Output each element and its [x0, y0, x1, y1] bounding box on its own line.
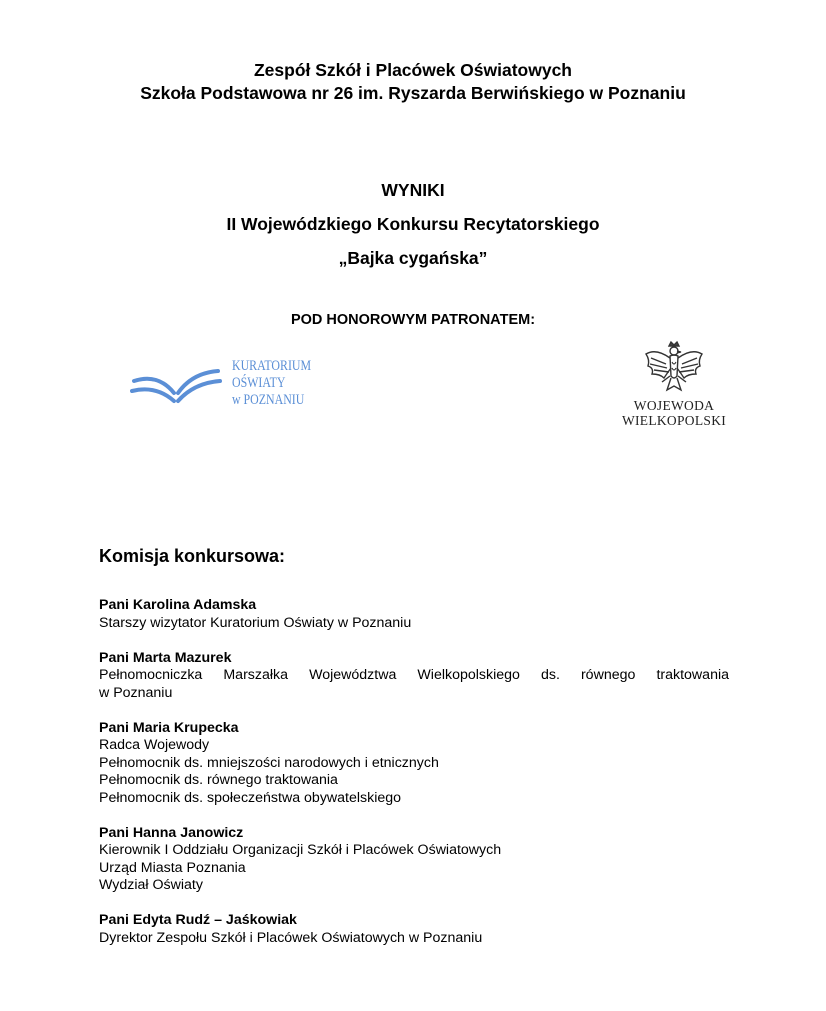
school-complex-name: Zespół Szkół i Placówek Oświatowych [253, 60, 573, 80]
member-name: Pani Hanna Janowicz [99, 824, 244, 841]
committee-members-list [99, 597, 729, 965]
school-name: Szkoła Podstawowa nr 26 im. Ryszarda Berwińskiego w Poznaniu [140, 83, 686, 103]
kuratorium-line-2: OŚWIATY [232, 375, 286, 391]
member-role: Pełnomocnik ds. mniejszości narodowych i etnicznych [99, 754, 439, 771]
member-role: Kierownik I Oddziału Organizacji Szkół i Placówek Oświatowych [99, 842, 502, 858]
member-name: Pani Marta Mazurek [99, 649, 232, 666]
member-role: w Poznaniu [99, 684, 173, 701]
kuratorium-logo [130, 355, 330, 415]
committee-member [99, 825, 729, 895]
committee-member [99, 650, 729, 703]
document-title [0, 178, 826, 280]
member-role: Pełnomocnik ds. społeczeństwa obywatelskiego [99, 789, 402, 806]
committee-heading: Komisja konkursowa: [99, 546, 286, 566]
wojewoda-logo [610, 340, 738, 440]
kuratorium-logo-text [232, 358, 311, 409]
member-name: Pani Edyta Rudź – Jaśkowiak [99, 912, 297, 928]
member-role: Wydział Oświaty [99, 877, 203, 893]
contest-name: II Wojewódzkiego Konkursu Recytatorskiego [226, 214, 600, 234]
wojewoda-logo-text [610, 398, 738, 428]
member-role: Urząd Miasta Poznania [99, 859, 246, 876]
member-name: Pani Karolina Adamska [99, 597, 257, 613]
member-role: Pełnomocniczka Marszałka Województwa Wielkopolskiego ds. równego traktowania [99, 667, 729, 683]
committee-member [99, 720, 729, 808]
open-book-icon [130, 365, 226, 405]
kuratorium-line-3: w POZNANIU [232, 392, 305, 408]
committee-member [99, 597, 729, 632]
white-eagle-emblem-icon [642, 340, 706, 398]
results-heading: WYNIKI [381, 180, 445, 200]
member-role: Radca Wojewody [99, 737, 210, 753]
patronage-label: POD HONOROWYM PATRONATEM: [290, 312, 536, 328]
member-role: Dyrektor Zespołu Szkół i Placówek Oświatowych w Poznaniu [99, 929, 483, 946]
committee-member [99, 912, 729, 947]
wojewoda-line-2: WIELKOPOLSKI [621, 413, 727, 428]
member-name: Pani Maria Krupecka [99, 719, 239, 736]
member-role: Starszy wizytator Kuratorium Oświaty w Poznaniu [99, 614, 412, 631]
contest-theme: „Bajka cygańska” [338, 248, 488, 268]
kuratorium-line-1: KURATORIUM [232, 358, 312, 374]
member-role: Pełnomocnik ds. równego traktowania [99, 772, 338, 788]
document-header [0, 59, 826, 105]
wojewoda-line-1: WOJEWODA [633, 398, 715, 413]
